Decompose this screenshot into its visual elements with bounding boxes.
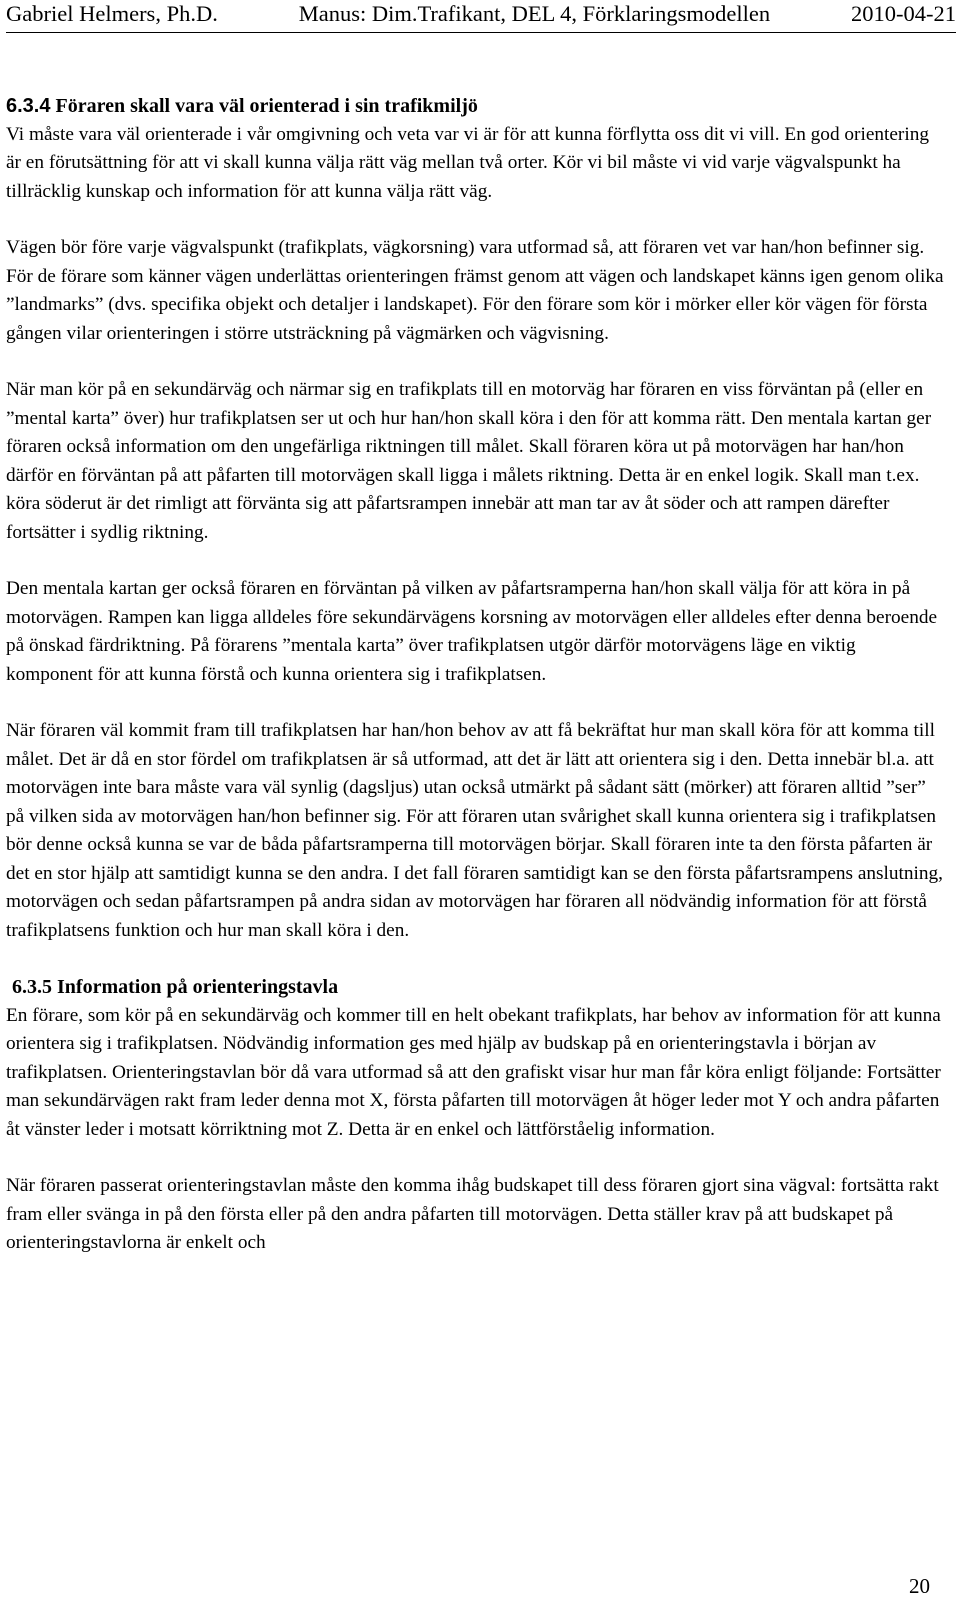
section-heading-6-3-5: [6, 973, 946, 1002]
section-title: Information på orienteringstavla: [57, 976, 339, 998]
header-manuscript: Manus: Dim.Trafikant, DEL 4, Förklaringsmodellen: [298, 1, 771, 26]
paragraph: Vi måste vara väl orienterade i vår omgivning och veta var vi är för att kunna förflytta oss dit vi vill. En god orientering är en förutsättning för att vi skall kunna välja rätt väg mellan två orter. Kör vi bil måste vi vid varje vägvalspunkt ha tillräcklig kunskap och information för att kunna välja rätt väg.: [6, 123, 929, 202]
paragraph: När föraren passerat orienteringstavlan måste den komma ihåg budskapet till dess föraren gjort sina vägval: fortsätta rakt fram eller svänga in på den första eller på den andra påfarten till motorvägen. Detta ställer krav på att budskapet på orienteringstavlorna är enkelt och: [6, 1175, 939, 1253]
paragraph: En förare, som kör på en sekundärväg och kommer till en helt obekant trafikplats, har behov av information för att kunna orientera sig i trafikplatsen. Nödvändig information ges med hjälp av budskap på en orienteringstavla i början av trafikplatsen. Orienteringstavlan bör då vara utformad så att den grafiskt visar hur man får köra enligt följande: Fortsätter man sekundärvägen rakt fram leder denna mot X, första påfarten till motorvägen åt höger leder mot Y och andra påfarten åt vänster leder i motsatt körriktning mot Z. Detta är en enkel och lättförståelig information.: [6, 1004, 941, 1140]
section-number: 6.3.4: [6, 95, 51, 117]
paragraph: När föraren väl kommit fram till trafikplatsen har han/hon behov av att få bekräftat hur man skall köra för att komma till målet. Det är då en stor fördel om trafikplatsen är så utformad, att det är lätt att orientera sig i den. Detta innebär bl.a. att motorvägen inte bara måste vara väl synlig (dagsljus) utan också utmärkt på sådant sätt (mörker) att föraren alltid ”ser” på vilken sida av motorvägen han/hon befinner sig. För att föraren utan svårighet skall kunna orientera sig i trafikplatsen bör denne också kunna se var de båda påfartsramperna till motorvägen börjar. Skall föraren inte ta den första påfarten är det en stor hjälp att samtidigt kunna se den andra. I det fall föraren samtidigt kan se den första påfartsrampens anslutning, motorvägen och sedan påfartsrampen på andra sidan av motorvägen har föraren all nödvändig information för att förstå trafikplatsens funktion och hur man skall köra i den.: [6, 720, 944, 941]
section-number: 6.3.5: [12, 976, 52, 998]
document-body: [6, 92, 946, 1258]
header-date: 2010-04-21: [851, 1, 956, 26]
paragraph: När man kör på en sekundärväg och närmar sig en trafikplats till en motorväg har föraren en viss förväntan på (eller en ”mental karta” över) hur trafikplatsen ser ut och hur han/hon skall köra i den för att komma rätt. Den mentala kartan ger föraren också information om den ungefärliga riktningen till målet. Skall föraren köra ut på motorvägen har han/hon därför en förväntan på att påfarten till motorvägen skall ligga i målets riktning. Detta är en enkel logik. Skall man t.ex. köra söderut är det rimligt att förvänta sig att påfartsrampen innebär att man tar av åt söder och att rampen därefter fortsätter i sydlig riktning.: [6, 379, 932, 543]
paragraph: Den mentala kartan ger också föraren en förväntan på vilken av påfartsramperna han/hon skall välja för att köra in på motorvägen. Rampen kan ligga alldeles före sekundärvägens korsning av motorvägen eller alldeles efter denna beroende på önskad färdriktning. På förarens ”mentala karta” över trafikplatsen utgör därför motorvägens läge en viktig komponent för att kunna förstå och kunna orientera sig i trafikplatsen.: [6, 578, 938, 685]
section-heading-6-3-4: [6, 92, 946, 121]
header-author: Gabriel Helmers, Ph.D.: [6, 1, 218, 26]
section-title: Föraren skall vara väl orienterad i sin trafikmiljö: [55, 95, 478, 117]
paragraph: Vägen bör före varje vägvalspunkt (trafikplats, vägkorsning) vara utformad så, att föraren vet var han/hon befinner sig. För de förare som känner vägen underlättas orienteringen främst genom att vägen och landskapet känns igen genom olika ”landmarks” (dvs. specifika objekt och detaljer i landskapet). För den förare som kör i mörker eller kör vägen för första gången vilar orienteringen i större utsträckning på vägmärken och vägvisning.: [6, 237, 944, 344]
page-header: [6, 0, 956, 33]
page-number: 20: [909, 1574, 930, 1598]
